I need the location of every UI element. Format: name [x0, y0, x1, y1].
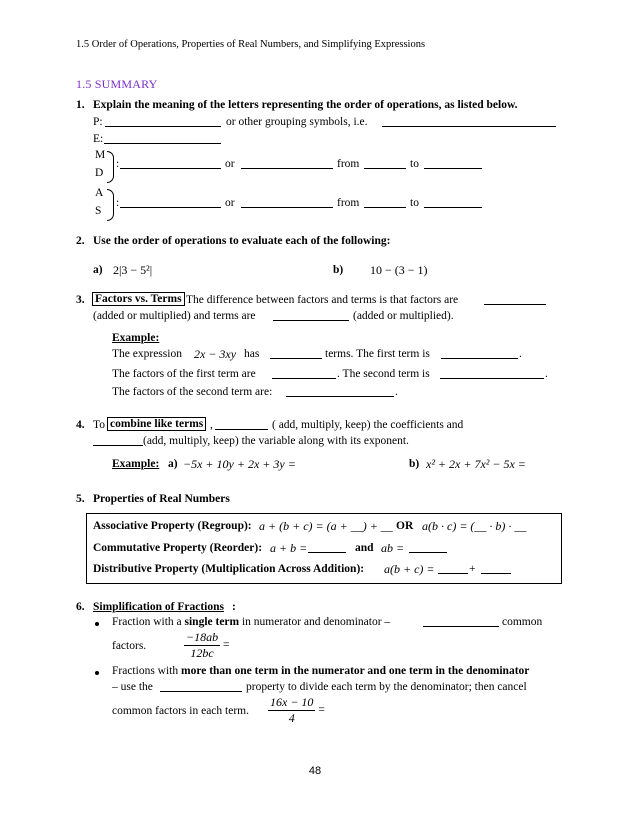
q6-title-colon: :	[232, 601, 236, 613]
fraction-1-equals: =	[222, 639, 230, 652]
comm-label: Commutative Property (Reorder):	[93, 542, 263, 554]
q6-bullet-2	[112, 665, 529, 677]
q4-number: 4.	[76, 419, 85, 431]
q1-number: 1.	[76, 99, 85, 111]
q4-variable-blank[interactable]	[93, 435, 143, 446]
q4-to: To	[93, 419, 105, 431]
comm-mult-blank[interactable]	[409, 542, 447, 553]
q1-as-blank-2[interactable]	[241, 197, 333, 208]
q3-text-2b: (added or multiplied).	[353, 310, 454, 322]
q2-number: 2.	[76, 235, 85, 247]
q4-text-2: (add, multiply, keep) the variable along with its exponent.	[143, 435, 409, 447]
q6-b1-c: common	[502, 616, 543, 628]
md-brace-icon	[107, 151, 114, 183]
q2-b-expression: 10 − (3 − 1)	[370, 263, 428, 277]
q6-b1-bold: single term	[184, 616, 240, 628]
q3-ex1-b: has	[244, 348, 260, 360]
q3-ex3-a: The factors of the second term are:	[112, 386, 273, 398]
q1-p-blank[interactable]	[105, 116, 221, 127]
comm-and: and	[355, 542, 374, 554]
dist-expression: a(b + c) =	[384, 562, 435, 576]
q3-text-1: The difference between factors and terms is that factors are	[186, 294, 459, 306]
dist-blank-1[interactable]	[438, 563, 468, 574]
page-number: 48	[308, 765, 322, 777]
q1-grouping-blank[interactable]	[382, 116, 556, 127]
comm-expression-1: a + b =	[270, 541, 308, 555]
q1-md-blank-2[interactable]	[241, 158, 333, 169]
q1-as-colon: :	[116, 197, 120, 209]
fraction-2-denominator: 4	[288, 711, 295, 725]
q6-b2-bold: more than one term in the numerator and one term in the denominator	[181, 665, 530, 677]
q3-ex1-d: .	[519, 348, 522, 360]
q3-ex2-b: . The second term is	[337, 368, 430, 380]
q1-md-from: from	[337, 158, 360, 170]
q3-terms-blank[interactable]	[273, 310, 349, 321]
dist-plus: +	[469, 563, 476, 575]
q1-md-colon: :	[116, 158, 120, 170]
q4-comma: ,	[210, 419, 213, 431]
assoc-expression-1: a + (b + c) = (a + __) + __	[259, 519, 393, 533]
q4-b-expression: x² + 2x + 7x² − 5x =	[426, 457, 526, 471]
q1-as-or: or	[225, 197, 235, 209]
q1-m-label: M	[95, 149, 106, 161]
q5-title: Properties of Real Numbers	[93, 493, 230, 505]
q1-md-to: to	[410, 158, 419, 170]
fraction-2-numerator: 16x − 10	[270, 695, 314, 709]
q6-property-blank[interactable]	[160, 681, 242, 692]
fraction-1-numerator: −18ab	[186, 630, 219, 644]
q4-coefficients-blank[interactable]	[215, 419, 268, 430]
bullet-icon	[95, 671, 99, 675]
fraction-2-equals: =	[318, 704, 325, 717]
q6-b1-d: factors.	[112, 640, 147, 652]
comm-expression-2: ab =	[381, 541, 405, 555]
q1-as-blank-4[interactable]	[424, 197, 482, 208]
q3-text-2a: (added or multiplied) and terms are	[93, 310, 256, 322]
q4-example-label: Example:	[112, 458, 160, 470]
page-header: 1.5 Order of Operations, Properties of Real Numbers, and Simplifying Expressions	[76, 39, 426, 50]
fraction-2	[268, 695, 325, 726]
q1-md-or: or	[225, 158, 235, 170]
q1-as-from: from	[337, 197, 360, 209]
dist-label: Distributive Property (Multiplication Across Addition):	[93, 563, 365, 575]
q6-b2-e: common factors in each term.	[112, 705, 249, 717]
q1-e-blank[interactable]	[104, 133, 221, 144]
q1-a-label: A	[95, 187, 104, 199]
q1-s-label: S	[95, 205, 102, 217]
assoc-or: OR	[396, 520, 414, 532]
q1-p-text: or other grouping symbols, i.e.	[226, 116, 368, 128]
q3-first-term-blank[interactable]	[441, 348, 518, 359]
as-brace-icon	[107, 189, 114, 221]
q4-boxed-term: combine like terms	[107, 417, 206, 431]
q6-b2-a: Fractions with	[112, 665, 181, 677]
q1-prompt: Explain the meaning of the letters representing the order of operations, as listed below.	[93, 99, 518, 111]
q4-a-expression: −5x + 10y + 2x + 3y =	[183, 457, 296, 471]
q1-md-blank-4[interactable]	[424, 158, 482, 169]
q2-a-label: a)	[93, 264, 103, 276]
fraction-1-denominator: 12bc	[190, 646, 214, 660]
q6-b2-d: property to divide each term by the denominator; then cancel	[246, 681, 527, 693]
q6-b1-b: in numerator and denominator –	[239, 616, 391, 628]
q3-ex2-c: .	[545, 368, 548, 380]
q3-first-factors-blank[interactable]	[272, 368, 336, 379]
q4-a-label: a)	[168, 458, 178, 470]
q2-prompt: Use the order of operations to evaluate each of the following:	[93, 235, 391, 247]
q3-ex1-c: terms. The first term is	[325, 348, 430, 360]
q3-number: 3.	[76, 294, 85, 306]
q6-bullet-1	[112, 616, 390, 628]
q1-p-label: P:	[93, 116, 103, 128]
q3-second-factors-blank[interactable]	[286, 386, 394, 397]
q3-ex3-b: .	[395, 386, 398, 398]
q6-b1-a: Fraction with a	[112, 616, 185, 628]
comm-add-blank[interactable]	[308, 542, 346, 553]
q4-text-1: ( add, multiply, keep) the coefficients and	[272, 419, 464, 431]
q3-ex1-expression: 2x − 3xy	[194, 347, 237, 361]
bullet-icon	[95, 622, 99, 626]
q3-second-term-blank[interactable]	[440, 368, 544, 379]
q6-number: 6.	[76, 601, 85, 613]
q3-example-label: Example:	[112, 332, 160, 344]
q6-title: Simplification of Fractions	[93, 601, 224, 613]
q1-md-blank-1[interactable]	[120, 158, 221, 169]
summary-title: 1.5 SUMMARY	[76, 77, 158, 91]
q1-as-to: to	[410, 197, 419, 209]
q5-number: 5.	[76, 493, 85, 505]
assoc-label: Associative Property (Regroup):	[93, 520, 252, 532]
q6-b2-c: – use the	[112, 681, 153, 693]
q3-factors-blank[interactable]	[484, 294, 546, 305]
q1-d-label: D	[95, 167, 104, 179]
fraction-1	[184, 630, 229, 661]
dist-blank-2[interactable]	[481, 563, 511, 574]
q2-b-label: b)	[333, 264, 344, 276]
q2-a-expression: 2|3 − 5²|	[113, 263, 153, 277]
q1-as-blank-3[interactable]	[364, 197, 406, 208]
q3-terms-count-blank[interactable]	[270, 348, 322, 359]
q1-e-label: E:	[93, 133, 104, 145]
q4-b-label: b)	[409, 458, 420, 470]
q3-boxed-term: Factors vs. Terms	[92, 292, 185, 306]
assoc-expression-2: a(b · c) = (__ · b) · __	[422, 519, 527, 533]
q6-common-blank[interactable]	[423, 616, 499, 627]
q3-ex1-a: The expression	[112, 348, 182, 360]
q3-ex2-a: The factors of the first term are	[112, 368, 256, 380]
q1-md-blank-3[interactable]	[364, 158, 406, 169]
q1-as-blank-1[interactable]	[120, 197, 221, 208]
